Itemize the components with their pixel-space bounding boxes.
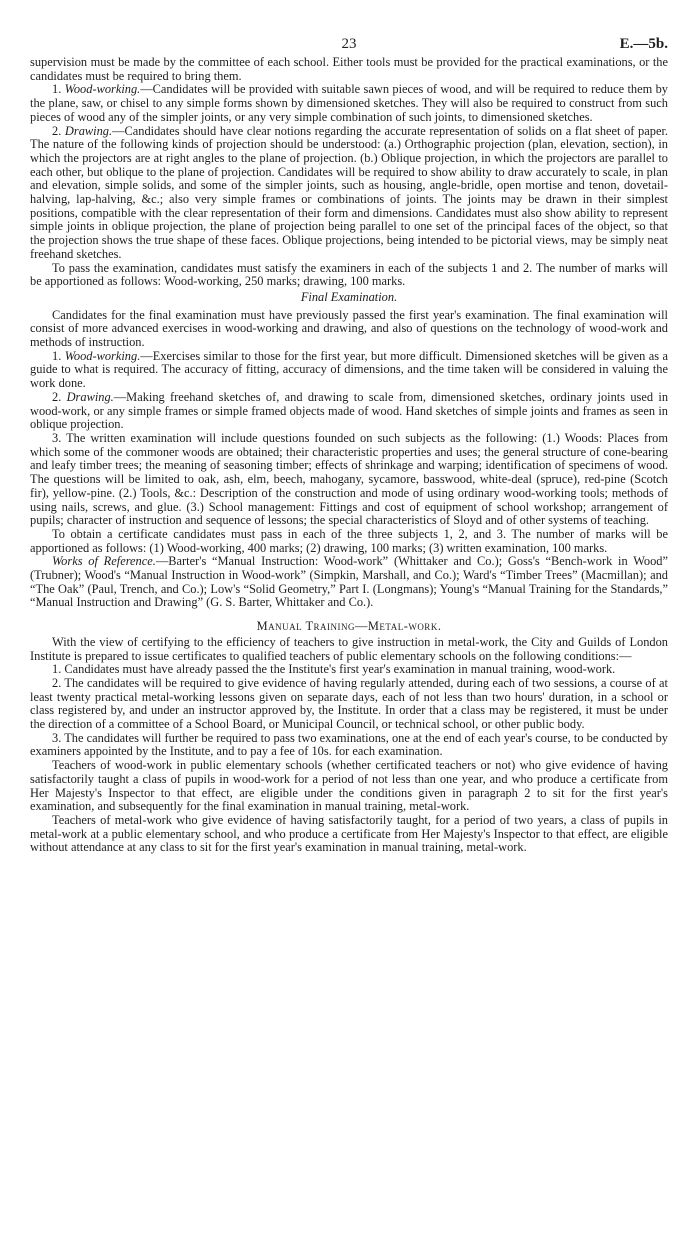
paragraph-number: 2. [52, 123, 65, 138]
paragraph-text: 2. The candidates will be required to give evidence of having regularly attended, during each of two sessions, a course of at least twenty practical metal-working lessons given on separate days, each of not less than two hours' duration, in a school or class registered by, and under an instructor approved by, the Institute. In order that a class may be registered, it must be under the direction of a committee of a School Board, or Municipal Council, or technical school, or other public body. [30, 675, 668, 732]
page-number: 23 [341, 36, 357, 52]
paragraph [30, 663, 668, 677]
document-reference: E.—5b. [619, 36, 668, 52]
paragraph [30, 732, 668, 759]
paragraph [30, 56, 668, 83]
section-final-examination [30, 309, 668, 610]
paragraph [30, 636, 668, 663]
paragraph [30, 350, 668, 391]
paragraph [30, 814, 668, 855]
paragraph-text: With the view of certifying to the efficiency of teachers to give instruction in metal-work, the City and Guilds of London Institute is prepared to issue certificates to qualified teachers of public elementary schools on the following conditions:— [30, 634, 668, 663]
paragraph [30, 125, 668, 262]
paragraph-topic: Drawing. [64, 123, 113, 138]
paragraph [30, 262, 668, 289]
paragraph-text: supervision must be made by the committee of each school. Either tools must be provided for the practical examinations, or the candidates must be required to bring them. [30, 55, 668, 83]
paragraph [30, 528, 668, 555]
paragraph [30, 555, 668, 610]
paragraph-number: 2. [52, 389, 67, 404]
paragraph-text: —Making freehand sketches of, and drawing to scale from, dimensioned sketches, ordinary joints used in wood-work, or any simple frames or simple framed objects made of wood. Hand sketches of simple joints and frames as seen in oblique projection. [30, 389, 669, 432]
paragraph-topic: Drawing. [66, 389, 114, 404]
paragraph-text: —Candidates should have clear notions regarding the accurate representation of solids on a flat sheet of paper. The nature of the following kinds of projection should be understood: (a.) Orthographic projection (plan, elevation, section), in which the projectors are at right angles to the plane of projection. (b.) Oblique projection, in which the projectors are parallel to each other, but oblique to the plane of projection. Candidates will be required to show ability to draw accurately to scale, in plan and elevation, simple solids, and some of the simpler joints, such as housing, angle-bridle, open mortise and tenon, dovetail-halving, lap-halving, &c.; also very simple frames or combinations of joints. The joints may be drawn in their simplest positions, compatible with the clear representation of their form and dimensions. Candidates must also show ability to represent simple joints in oblique projection, the plane of projection being parallel to one set of the principal faces of the object, so that the projection shows the true shape of these faces. Oblique projections, being intended to be pictorial views, may be simply neat freehand sketches. [30, 123, 668, 261]
paragraph-number: 1. [52, 82, 65, 97]
paragraph [30, 309, 668, 350]
heading-metal-work: Manual Training—Metal-work. [256, 619, 442, 634]
paragraph [30, 432, 668, 528]
paragraph-text: 1. Candidates must have already passed the the Institute's first year's examination in manual training, wood-work. [52, 662, 616, 677]
paragraph [30, 391, 668, 432]
paragraph-text: 3. The candidates will further be required to pass two examinations, one at the end of each year's course, to be conducted by examiners appointed by the Institute, and to pay a fee of 10s. for each examination. [30, 730, 668, 759]
section-first-year-continued [30, 56, 668, 289]
paragraph-topic: Works of Reference. [52, 554, 156, 569]
page-header [30, 30, 668, 56]
paragraph [30, 677, 668, 732]
paragraph-text: To obtain a certificate candidates must pass in each of the three subjects 1, 2, and 3. The number of marks will be apportioned as follows: (1) Wood-working, 400 marks; (2) drawing, 100 marks; (3) written examination, 100 marks. [30, 526, 668, 555]
paragraph-topic: Wood-working. [64, 82, 141, 97]
paragraph-text: To pass the examination, candidates must satisfy the examiners in each of the subjects 1 and 2. The number of marks will be apportioned as follows: Wood-working, 250 marks; drawing, 100 marks. [30, 260, 668, 289]
paragraph-topic: Wood-working. [64, 348, 141, 363]
paragraph-text: —Candidates will be provided with suitable sawn pieces of wood, and will be required to reduce them by the plane, saw, or chisel to any simple forms shown by dimensioned sketches. They will also be required to construct from such pieces of wood any of the simpler joints, or any very simple combination of such joints, to dimensioned sketches. [30, 82, 669, 124]
document-page [30, 30, 668, 855]
paragraph-text: Teachers of metal-work who give evidence of having satisfactorily taught, for a period of two years, a class of pupils in metal-work at a public elementary school, and who produce a certificate from Her Majesty's Inspector to that effect, are eligible without attendance at any class to sit for the first year's examination in manual training, metal-work. [30, 812, 668, 855]
paragraph-text: Teachers of wood-work in public elementary schools (whether certificated teachers or not) who give evidence of having satisfactorily taught a class of pupils in wood-work for a period of not less than one year, and who produce a certificate from Her Majesty's Inspector to that effect, are eligible under the conditions given in paragraph 2 to sit for the first year's examination, and subsequently for the final examination in manual training, metal-work. [30, 758, 668, 814]
paragraph [30, 759, 668, 814]
paragraph [30, 83, 668, 124]
paragraph-text: —Barter's “Manual Instruction: Wood-work” (Whittaker and Co.); Goss's “Bench-work in Wood” (Trubner); Wood's “Manual Instruction in Wood-work” (Simpkin, Marshall, and Co.); Ward's “Timber Trees” (Macmillan); and “The Oak” (Paul, Trench, and Co.); Low's “Solid Geometry,” Part I. (Longmans); Young's “Manual Training for the Standards,” “Manual Instruction and Drawing” (G. S. Barter, Whittaker and Co.). [30, 554, 668, 610]
paragraph-number: 1. [52, 348, 65, 363]
section-metal-work [30, 636, 668, 855]
paragraph-text: Candidates for the final examination must have previously passed the first year's examination. The final examination will consist of more advanced exercises in wood-working and drawing, and also of questions on the technology of wood-work and methods of instruction. [30, 307, 668, 350]
paragraph-text: —Exercises similar to those for the first year, but more difficult. Dimensioned sketches will be given as a guide to what is required. The accuracy of fitting, accuracy of dimensions, and the time taken will be considered in valuing the work done. [30, 348, 668, 391]
subheading-final-examination: Final Examination. [300, 289, 398, 304]
paragraph-text: 3. The written examination will include questions founded on such subjects as the following: (1.) Woods: Places from which some of the commoner woods are obtained; their characteristic properties and uses; the general structure of cone-bearing and leafy timber trees; the meaning of seasoning timber; effects of shrinkage and warping; identification of specimens of wood. The questions will be limited to oak, ash, elm, beech, mahogany, sycamore, basswood, white-deal (spruce), red-pine (Scotch fir), yellow-pine. (2.) Tools, &c.: Description of the construction and mode of using ordinary wood-working tools; methods of using nails, screws, and glue. (3.) School management: Fittings and cost of equipment of school workshop; arrangement of pupils; character of instruction and sequence of lessons; the special characteristics of Sloyd and of other systems of teaching. [30, 430, 668, 528]
